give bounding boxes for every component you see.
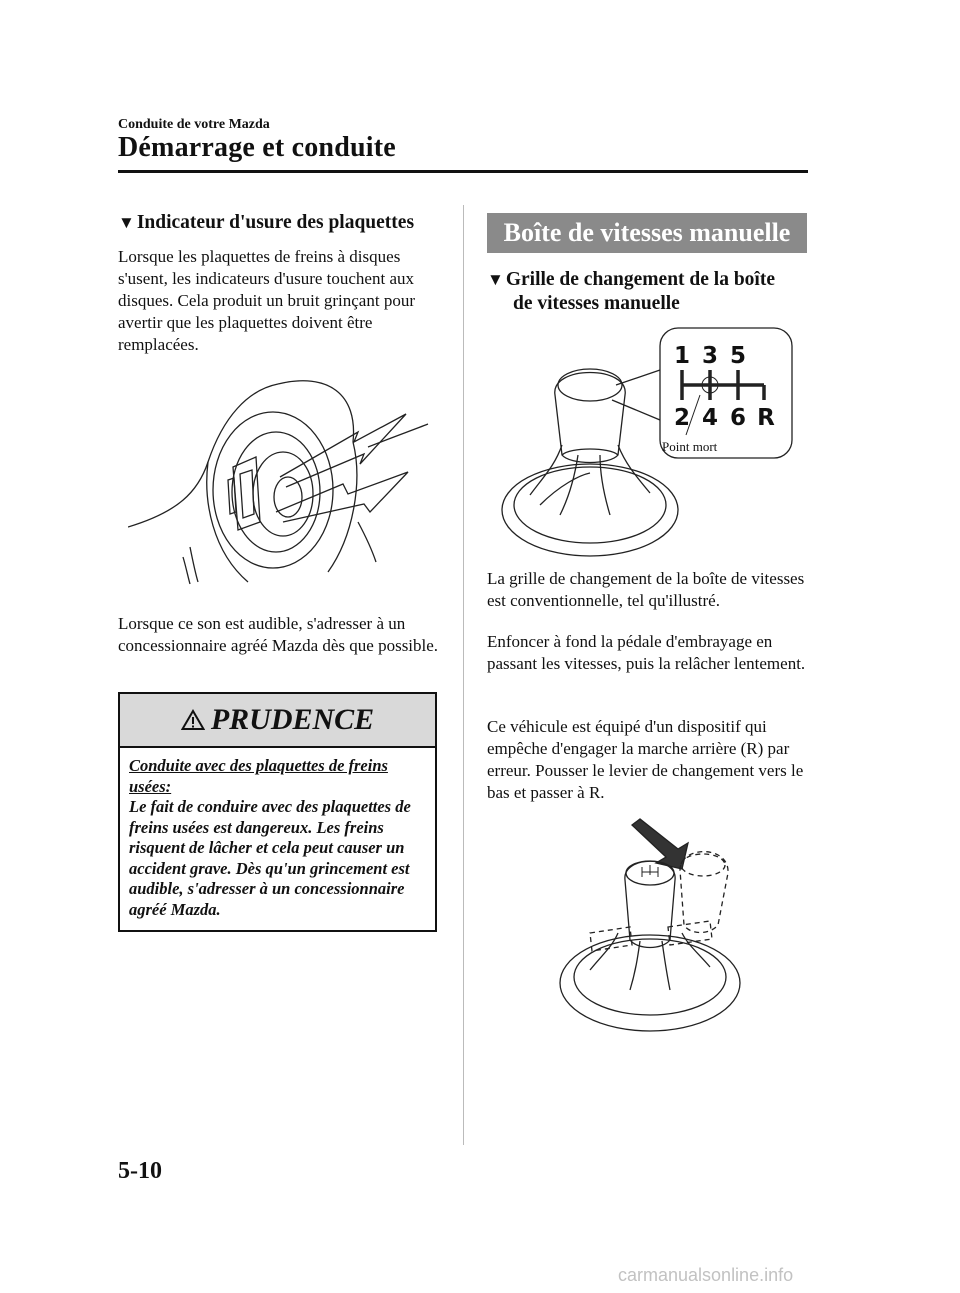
contact-dealer-paragraph: Lorsque ce son est audible, s'adresser à un concessionnaire agréé Mazda dès que possible. bbox=[118, 614, 439, 655]
caution-header bbox=[120, 694, 435, 748]
shift-pattern-illustration bbox=[500, 325, 800, 560]
gear-label-2: 2 bbox=[673, 405, 691, 431]
watermark: carmanualsonline.info bbox=[618, 1265, 794, 1285]
page-number: 5-10 bbox=[118, 1158, 162, 1184]
gear-label-1: 1 bbox=[673, 343, 691, 369]
gear-label-3: 3 bbox=[701, 343, 719, 369]
caution-title: PRUDENCE bbox=[210, 703, 375, 736]
brake-wear-heading-text: Indicateur d'usure des plaquettes bbox=[136, 212, 415, 233]
brake-wear-heading bbox=[118, 211, 448, 235]
warning-triangle-icon bbox=[181, 709, 205, 731]
caution-body bbox=[129, 756, 429, 920]
triangle-marker-icon: ▼ bbox=[118, 213, 135, 232]
caution-box bbox=[118, 692, 437, 932]
reverse-shift-illustration bbox=[550, 815, 770, 1040]
brake-wear-paragraph: Lorsque les plaquettes de freins à disques s'usent, les indicateurs d'usure touchent aux disques. Cela produit un bruit grinçant pour avertir que les plaquettes doivent être remplacées. bbox=[118, 247, 415, 354]
caution-text: Le fait de conduire avec des plaquettes de freins usées est dangereux. Les freins risquent de lâcher et cela peut causer un accident grave. Dès qu'un grincement est audible, s'adresser à un concessionnaire agréé Mazda. bbox=[129, 797, 411, 919]
section-banner: Boîte de vitesses manuelle bbox=[487, 213, 807, 253]
clutch-paragraph: Enfoncer à fond la pédale d'embrayage en passant les vitesses, puis la relâcher lentement. bbox=[487, 632, 806, 673]
chapter-title: Démarrage et conduite bbox=[118, 132, 396, 163]
caution-subtitle: Conduite avec des plaquettes de freins usées: bbox=[129, 756, 388, 796]
neutral-label: Point mort bbox=[662, 439, 718, 454]
column-divider bbox=[463, 205, 464, 1145]
gear-label-r: R bbox=[757, 405, 775, 431]
brake-disc-illustration bbox=[128, 372, 438, 587]
gear-label-4: 4 bbox=[701, 405, 719, 431]
chapter-subtitle: Conduite de votre Mazda bbox=[118, 117, 270, 132]
shift-pattern-heading-line2: de vitesses manuelle bbox=[513, 293, 680, 314]
gear-label-6: 6 bbox=[729, 405, 747, 431]
reverse-lockout-paragraph: Ce véhicule est équipé d'un dispositif qui empêche d'engager la marche arrière (R) par erreur. Pousser le levier de changement vers le bas et passer à R. bbox=[487, 717, 804, 802]
shift-pattern-heading-line1: Grille de changement de la boîte bbox=[505, 269, 776, 290]
gear-label-5: 5 bbox=[729, 343, 747, 369]
shift-pattern-paragraph: La grille de changement de la boîte de vitesses est conventionnelle, tel qu'illustré. bbox=[487, 569, 805, 610]
triangle-marker-icon: ▼ bbox=[487, 270, 504, 289]
shift-pattern-heading bbox=[487, 268, 807, 316]
header-rule bbox=[118, 170, 808, 173]
